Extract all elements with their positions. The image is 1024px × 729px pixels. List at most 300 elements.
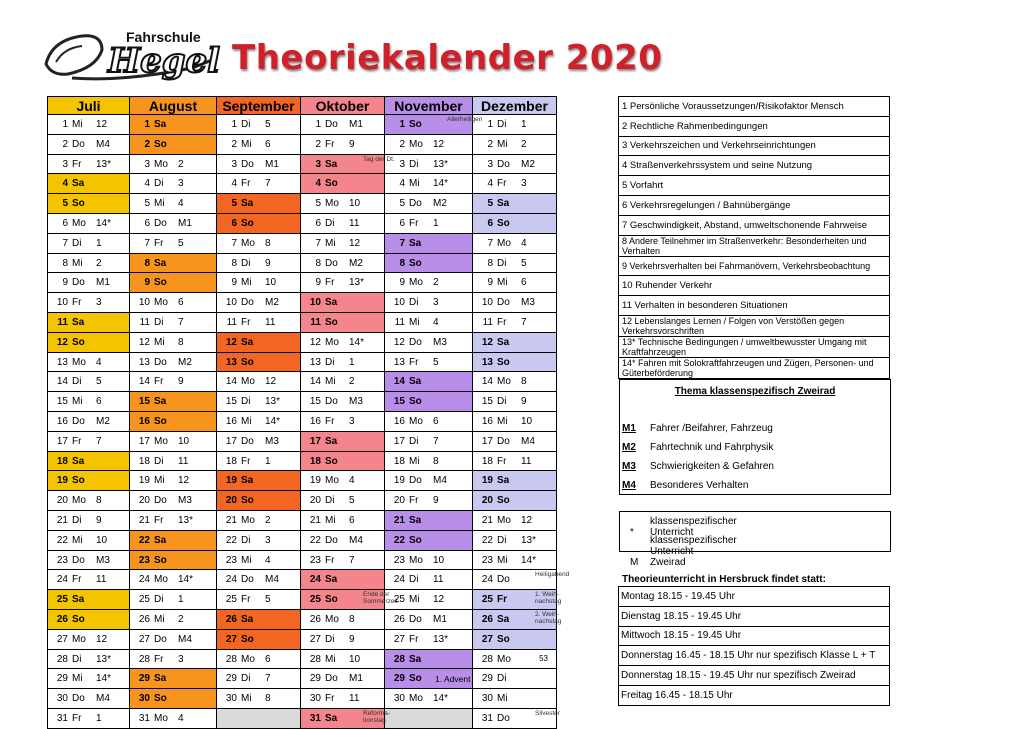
day-content: [130, 214, 216, 233]
day-number: 1: [399, 119, 405, 130]
topic-row: [619, 97, 890, 117]
schedule-row: [619, 587, 890, 607]
calendar-row: [48, 491, 557, 511]
day-cell: [385, 352, 473, 372]
topic-text: 14* Fahren mit Solokraftfahrzeugen und Zügen, Personen- und Güterbeförderung: [619, 357, 890, 378]
day-content: [385, 115, 483, 134]
topic-number: 11: [433, 574, 444, 586]
weekday: Fr: [325, 554, 335, 566]
day-cell: [301, 431, 385, 451]
day-cell: [130, 253, 217, 273]
day-number: 12: [393, 336, 405, 348]
day-number: 21: [393, 514, 405, 526]
weekday: Fr: [72, 712, 82, 724]
topic-number: 7: [433, 435, 439, 447]
calendar-row: [48, 154, 557, 174]
weekday: So: [154, 415, 167, 427]
day-content: [130, 392, 216, 411]
day-content: [385, 135, 472, 154]
weekday: So: [154, 693, 167, 705]
topic-number: 1: [349, 356, 355, 368]
day-content: [48, 372, 129, 391]
topic-number: 12: [433, 138, 445, 150]
day-content: [130, 254, 216, 273]
day-cell: [473, 332, 557, 352]
day-content: [301, 115, 384, 134]
topic-number: 6: [96, 396, 102, 408]
weekday: So: [325, 594, 338, 606]
day-number: 18: [481, 455, 493, 467]
topic-number: 8: [521, 376, 527, 388]
day-cell: [130, 332, 217, 352]
day-content: [217, 273, 300, 292]
day-content: [385, 689, 472, 708]
day-cell: [385, 609, 473, 629]
logo-top-text: Fahrschule: [126, 29, 201, 45]
day-number: 20: [309, 495, 321, 507]
day-content: [473, 353, 556, 372]
month-header-juli: Juli: [48, 97, 130, 115]
day-number: 9: [144, 277, 150, 289]
topic-number: 2: [265, 514, 271, 526]
day-cell: [301, 134, 385, 154]
topic-number: 9: [349, 138, 355, 150]
day-content: [385, 214, 472, 233]
day-cell: [473, 689, 557, 709]
weekday: So: [72, 198, 85, 210]
day-number: 30: [309, 693, 321, 705]
topic-number: 13*: [433, 633, 449, 645]
day-number: 30: [393, 693, 405, 705]
page-title: Theoriekalender 2020: [232, 38, 663, 78]
day-content: [48, 491, 129, 510]
day-number: 11: [226, 316, 237, 328]
day-content: [48, 432, 129, 451]
zweirad-text: Fahrtechnik und Fahrphysik: [650, 442, 774, 453]
day-number: 3: [144, 158, 150, 170]
day-cell: [217, 372, 301, 392]
topic-number: M2: [349, 257, 363, 269]
day-number: 5: [315, 198, 321, 210]
weekday: Di: [497, 673, 507, 685]
topic-text: 1 Persönliche Voraussetzungen/Risikofaktor Mensch: [619, 97, 890, 117]
calendar-row: [48, 629, 557, 649]
day-cell: [473, 233, 557, 253]
day-cell: [130, 669, 217, 689]
day-number: 28: [481, 653, 493, 665]
weekday: Mi: [241, 554, 252, 566]
weekday: Do: [409, 475, 422, 487]
day-content: [385, 392, 472, 411]
calendar-row: [48, 649, 557, 669]
weekday: Fr: [72, 574, 82, 586]
day-cell: [217, 669, 301, 689]
day-cell: [130, 174, 217, 194]
topic-number: 7: [96, 435, 102, 447]
day-number: 13: [481, 356, 493, 368]
day-number: 28: [309, 653, 321, 665]
day-content: [301, 372, 384, 391]
day-content: [301, 669, 384, 688]
day-number: 26: [393, 613, 405, 625]
weekday: Sa: [497, 613, 510, 625]
weekday: Di: [72, 653, 82, 665]
topic-number: 12: [96, 119, 108, 130]
day-content: [301, 273, 384, 292]
calendar-row: [48, 352, 557, 372]
topic-number: 6: [349, 514, 355, 526]
calendar-row: [48, 174, 557, 194]
day-content: [473, 135, 556, 154]
day-cell: [473, 431, 557, 451]
day-content: [385, 155, 472, 174]
topic-number: 10: [349, 653, 361, 665]
day-number: 15: [481, 396, 493, 408]
day-content: [301, 194, 384, 213]
day-cell: [130, 431, 217, 451]
day-cell: [48, 372, 130, 392]
calendar-row: [48, 213, 557, 233]
topic-number: 11: [96, 574, 107, 586]
day-content: [301, 570, 384, 589]
day-cell: [473, 174, 557, 194]
zweirad-item: [622, 461, 774, 472]
weekday: Sa: [241, 198, 254, 210]
weekday: Mo: [409, 415, 423, 427]
day-cell: [473, 451, 557, 471]
day-cell: [473, 352, 557, 372]
day-content: [473, 313, 556, 332]
day-number: 26: [481, 613, 493, 625]
day-content: [473, 511, 556, 530]
day-content: [48, 689, 129, 708]
day-content: [217, 234, 300, 253]
weekday: Mo: [409, 138, 423, 150]
day-content: [473, 194, 556, 213]
day-number: 29: [393, 673, 405, 685]
day-content: [473, 669, 556, 688]
day-content: [301, 511, 384, 530]
day-content: [48, 610, 129, 629]
symbol-legend-box: [619, 511, 891, 568]
weekday: Do: [72, 138, 85, 150]
day-content: [217, 669, 300, 688]
day-content: [130, 511, 216, 530]
weekday: So: [72, 475, 85, 487]
topic-text: 5 Vorfahrt: [619, 176, 890, 196]
topic-number: 3: [178, 178, 184, 190]
day-content: [130, 630, 216, 649]
day-content: [473, 650, 556, 669]
day-content: [130, 155, 216, 174]
weekday: Mo: [497, 514, 511, 526]
day-cell: [473, 154, 557, 174]
topic-number: 11: [349, 693, 360, 705]
day-number: 18: [309, 455, 321, 467]
day-cell: [385, 708, 473, 728]
day-number: 8: [231, 257, 237, 269]
day-cell: [130, 194, 217, 214]
day-number: 23: [225, 554, 237, 566]
weekday: Sa: [325, 712, 338, 724]
day-cell: [385, 649, 473, 669]
weekday: Mi: [72, 673, 83, 685]
weekday: Do: [409, 198, 422, 210]
topic-number: 3: [96, 297, 102, 309]
weekday: Sa: [72, 455, 85, 467]
topic-number: 10: [521, 415, 533, 427]
day-number: 16: [225, 415, 237, 427]
day-content: [301, 491, 384, 510]
day-number: 12: [225, 336, 237, 348]
day-cell: [301, 352, 385, 372]
day-cell: [473, 590, 562, 610]
topic-number: 8: [96, 495, 102, 507]
weekday: Mo: [497, 653, 511, 665]
day-content: [48, 531, 129, 550]
day-cell: [217, 233, 301, 253]
zweirad-item: [622, 423, 773, 434]
weekday: Fr: [154, 376, 164, 388]
day-cell: [301, 451, 385, 471]
topic-number: 6: [521, 277, 527, 289]
day-cell: [385, 629, 473, 649]
day-cell: [473, 213, 557, 233]
day-content: [301, 531, 384, 550]
topic-text: 13* Technische Bedingungen / umweltbewusster Umgang mit Kraftfahrzeugen: [619, 336, 890, 357]
day-number: 17: [56, 435, 68, 447]
day-cell: [301, 213, 385, 233]
topic-number: M1: [433, 613, 447, 625]
weekday: Fr: [497, 455, 507, 467]
day-cell: [385, 471, 473, 491]
calendar-row: [48, 510, 557, 530]
calendar-row: [48, 530, 557, 550]
day-number: 18: [56, 455, 68, 467]
schedule-text: Montag 18.15 - 19.45 Uhr: [619, 587, 890, 607]
topic-row: [619, 176, 890, 196]
weekday: Sa: [497, 198, 510, 210]
day-cell: [48, 431, 130, 451]
topic-number: 6: [178, 297, 184, 309]
zweirad-text: Schwierigkeiten & Gefahren: [650, 461, 774, 472]
day-cell: [385, 510, 473, 530]
day-content: [217, 650, 300, 669]
topic-number: 1. Advent: [435, 674, 471, 685]
day-cell: [301, 629, 385, 649]
weekday: Di: [154, 316, 164, 328]
day-cell: [473, 194, 557, 214]
day-number: 15: [393, 396, 405, 408]
day-number: 17: [138, 435, 150, 447]
topic-number: 10: [349, 198, 361, 210]
day-content: [217, 610, 300, 629]
day-number: 30: [56, 693, 68, 705]
topic-number: M1: [349, 119, 363, 130]
zweirad-text: Besonderes Verhalten: [650, 480, 749, 491]
day-cell: [48, 293, 130, 313]
topic-number: 6: [433, 415, 439, 427]
weekday: Do: [241, 574, 254, 586]
day-cell: [473, 550, 557, 570]
topic-number: 8: [349, 613, 355, 625]
weekday: Fr: [241, 594, 251, 606]
day-cell: [130, 590, 217, 610]
schedule-row: [619, 626, 890, 646]
symbol-glyph: *: [630, 527, 634, 538]
topic-number: 6: [265, 653, 271, 665]
weekday: Fr: [409, 633, 419, 645]
topic-number: M2: [96, 415, 110, 427]
topic-number: M2: [178, 356, 192, 368]
day-number: 25: [138, 594, 150, 606]
day-cell: [48, 174, 130, 194]
topic-number: M1: [265, 158, 279, 170]
weekday: Mo: [72, 356, 86, 368]
day-content: [385, 313, 472, 332]
day-content: [385, 650, 472, 669]
day-number: 7: [231, 237, 237, 249]
day-cell: [48, 154, 130, 174]
day-content: [48, 273, 129, 292]
day-cell: [217, 649, 301, 669]
day-content: [217, 630, 300, 649]
day-content: [48, 650, 129, 669]
weekday: Fr: [241, 455, 251, 467]
schedule-row: [619, 646, 890, 666]
day-number: 8: [315, 257, 321, 269]
day-cell: [385, 550, 473, 570]
day-cell: [473, 392, 557, 412]
topic-number: 8: [265, 693, 271, 705]
month-header-dezember: Dezember: [473, 97, 557, 115]
weekday: Mi: [72, 534, 83, 546]
day-cell: [385, 689, 473, 709]
calendar-row: [48, 372, 557, 392]
weekday: Do: [154, 217, 167, 229]
day-number: 5: [144, 198, 150, 210]
weekday: Sa: [154, 396, 167, 408]
day-cell: [385, 431, 473, 451]
weekday: Mo: [72, 217, 86, 229]
day-number: 30: [225, 693, 237, 705]
day-cell: [217, 629, 301, 649]
day-number: 6: [62, 217, 68, 229]
topic-number: 10: [433, 554, 445, 566]
day-cell: [385, 530, 473, 550]
day-cell: [130, 352, 217, 372]
holiday-note: 2. Weih-nachstag: [535, 610, 562, 625]
weekday: So: [72, 613, 85, 625]
topic-number: M3: [521, 297, 535, 309]
day-cell: [48, 471, 130, 491]
topic-number: 7: [521, 316, 527, 328]
day-cell: [301, 174, 385, 194]
day-cell: [48, 392, 130, 412]
day-content: [48, 214, 129, 233]
day-cell: [48, 352, 130, 372]
day-number: 5: [399, 198, 405, 210]
day-content: [301, 412, 384, 431]
day-cell: [48, 233, 130, 253]
weekday: Mo: [72, 495, 86, 507]
weekday: Mo: [241, 376, 255, 388]
topic-number: 6: [265, 138, 271, 150]
calendar-row: [48, 194, 557, 214]
weekday: Do: [154, 495, 167, 507]
topic-number: M1: [96, 277, 110, 289]
calendar-row: [48, 293, 557, 313]
day-content: [130, 689, 216, 708]
topic-text: 6 Verkehrsregelungen / Bahnübergänge: [619, 195, 890, 215]
weekday: Di: [497, 396, 507, 408]
topic-number: 1: [96, 712, 102, 724]
topic-number: 13*: [349, 277, 365, 289]
topic-number: 10: [96, 534, 108, 546]
weekday: Mi: [241, 277, 252, 289]
topic-number: 12: [433, 594, 445, 606]
day-content: [48, 709, 129, 728]
topic-row: [619, 116, 890, 136]
topic-number: 5: [521, 257, 527, 269]
topic-number: 2: [433, 277, 439, 289]
day-content: [385, 273, 472, 292]
day-number: 3: [62, 158, 68, 170]
topic-row: [619, 276, 890, 296]
day-cell: [301, 312, 385, 332]
topic-number: 14*: [96, 217, 112, 229]
weekday: Fr: [409, 495, 419, 507]
topic-number: M2: [521, 158, 535, 170]
day-cell: [473, 253, 557, 273]
day-content: [473, 590, 562, 609]
day-number: 1: [487, 119, 493, 130]
weekday: Fr: [497, 594, 507, 606]
topic-number: M3: [349, 396, 363, 408]
day-content: [301, 353, 384, 372]
weekday: Mo: [241, 514, 255, 526]
weekday: Do: [72, 693, 85, 705]
topics-legend: [618, 96, 890, 379]
day-content: [217, 135, 300, 154]
day-content: [301, 452, 384, 471]
zweirad-code: M4: [622, 480, 636, 491]
day-cell: [301, 669, 385, 689]
zweirad-code: M2: [622, 442, 636, 453]
topic-number: 10: [178, 435, 190, 447]
holiday-note: Allerheiligen: [447, 116, 483, 123]
day-number: 18: [225, 455, 237, 467]
day-number: 28: [56, 653, 68, 665]
calendar-table: [47, 96, 570, 729]
topic-number: 4: [433, 316, 439, 328]
day-content: [48, 570, 129, 589]
day-content: [473, 491, 556, 510]
symbol-item: [630, 535, 737, 568]
day-cell: [130, 629, 217, 649]
schedule-row: [619, 606, 890, 626]
topic-number: 4: [178, 712, 184, 724]
weekday: Do: [241, 435, 254, 447]
weekday: Do: [497, 158, 510, 170]
day-cell: [385, 134, 473, 154]
day-content: [130, 570, 216, 589]
day-number: 18: [393, 455, 405, 467]
day-cell: [48, 253, 130, 273]
day-content: [473, 689, 556, 708]
topic-number: 13*: [96, 653, 112, 665]
day-content: [130, 313, 216, 332]
